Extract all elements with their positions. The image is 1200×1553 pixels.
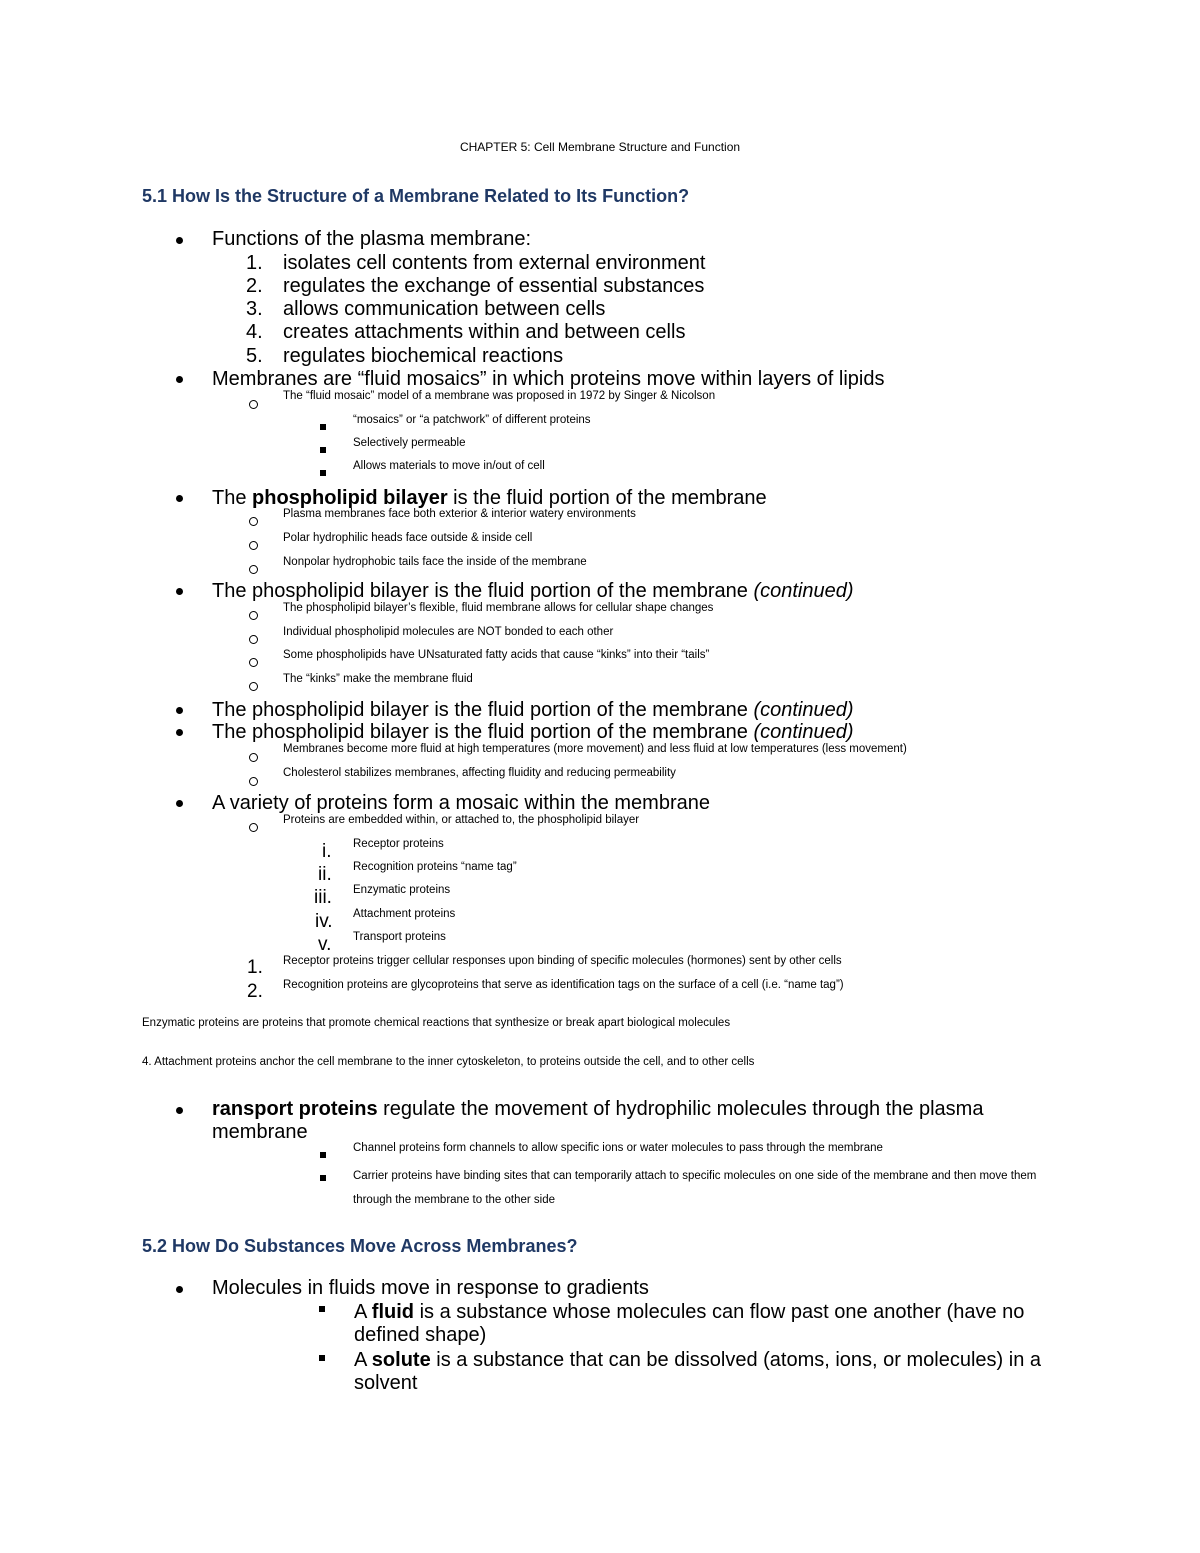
chapter-title: CHAPTER 5: Cell Membrane Structure and Function [459, 140, 741, 154]
circle-bullet-icon [249, 753, 258, 762]
roman-numeral: ii. [318, 864, 332, 885]
function-item: isolates cell contents from external environment [283, 252, 706, 274]
function-item: creates attachments within and between cells [283, 321, 686, 343]
bullet-icon [176, 495, 183, 502]
bullet-icon [176, 800, 183, 807]
bilayer-continued-heading: The phospholipid bilayer is the fluid portion of the membrane (continued) [212, 721, 854, 743]
bullet-icon [176, 237, 183, 244]
enzymatic-note: Enzymatic proteins are proteins that promote chemical reactions that synthesize or break apart biological molecules [142, 1017, 731, 1029]
section-1-heading: 5.1 How Is the Structure of a Membrane Related to Its Function? [142, 186, 690, 206]
roman-numeral: v. [318, 934, 332, 955]
detail-number: 1. [247, 957, 263, 978]
function-item: regulates the exchange of essential substances [283, 275, 705, 297]
functions-intro: Functions of the plasma membrane: [212, 228, 532, 250]
gradients-heading: Molecules in fluids move in response to gradients [212, 1277, 649, 1299]
function-num: 5. [246, 345, 263, 367]
fluid-mosaic-point: Allows materials to move in/out of cell [353, 460, 545, 472]
proteins-sub: Proteins are embedded within, or attached to, the phospholipid bilayer [283, 814, 640, 826]
section-2-heading: 5.2 How Do Substances Move Across Membranes? [142, 1236, 578, 1256]
square-bullet-icon [319, 1306, 325, 1312]
detail-number: 2. [247, 981, 263, 1002]
circle-bullet-icon [249, 565, 258, 574]
function-item: regulates biochemical reactions [283, 345, 564, 367]
circle-bullet-icon [249, 400, 258, 409]
protein-detail: Receptor proteins trigger cellular responses upon binding of specific molecules (hormones) sent by other cells [283, 955, 842, 967]
solute-definition: A solute is a substance that can be dissolved (atoms, ions, or molecules) in a solvent [354, 1349, 1042, 1394]
bilayer-point: Polar hydrophilic heads face outside & inside cell [283, 532, 533, 544]
fluid-definition: A fluid is a substance whose molecules can flow past one another (have no defined shape) [354, 1301, 1025, 1346]
circle-bullet-icon [249, 541, 258, 550]
square-bullet-icon [320, 1175, 326, 1181]
bilayer-point: Cholesterol stabilizes membranes, affecting fluidity and reducing permeability [283, 767, 676, 779]
fluid-mosaic-sub: The “fluid mosaic” model of a membrane was proposed in 1972 by Singer & Nicolson [283, 390, 716, 402]
bilayer-point: The phospholipid bilayer’s flexible, fluid membrane allows for cellular shape changes [283, 602, 714, 614]
circle-bullet-icon [249, 823, 258, 832]
protein-type: Attachment proteins [353, 908, 456, 920]
function-num: 4. [246, 321, 263, 343]
bilayer-continued-heading: The phospholipid bilayer is the fluid portion of the membrane (continued) [212, 580, 854, 602]
roman-numeral: iv. [315, 911, 333, 932]
bullet-icon [176, 376, 183, 383]
function-num: 1. [246, 252, 263, 274]
square-bullet-icon [320, 1152, 326, 1158]
protein-type: Enzymatic proteins [353, 884, 451, 896]
bilayer-point: Individual phospholipid molecules are NOT bonded to each other [283, 626, 614, 638]
transport-point: Carrier proteins have binding sites that can temporarily attach to specific molecules on one side of the membrane and then move them through the membrane to the other side [353, 1170, 1037, 1206]
circle-bullet-icon [249, 611, 258, 620]
bilayer-point: The “kinks” make the membrane fluid [283, 673, 473, 685]
bilayer-continued-heading: The phospholipid bilayer is the fluid portion of the membrane (continued) [212, 699, 854, 721]
function-num: 3. [246, 298, 263, 320]
bullet-icon [176, 707, 183, 714]
bullet-icon [176, 588, 183, 595]
roman-numeral: i. [322, 841, 332, 862]
transport-point: Channel proteins form channels to allow specific ions or water molecules to pass through the membrane [353, 1142, 883, 1154]
circle-bullet-icon [249, 658, 258, 667]
bullet-icon [176, 1107, 183, 1114]
square-bullet-icon [320, 447, 326, 453]
proteins-heading: A variety of proteins form a mosaic within the membrane [212, 792, 710, 814]
fluid-mosaic-point: “mosaics” or “a patchwork” of different proteins [353, 414, 591, 426]
fluid-mosaic-heading: Membranes are “fluid mosaics” in which proteins move within layers of lipids [212, 368, 885, 390]
bullet-icon [176, 1286, 183, 1293]
function-num: 2. [246, 275, 263, 297]
circle-bullet-icon [249, 517, 258, 526]
circle-bullet-icon [249, 682, 258, 691]
circle-bullet-icon [249, 635, 258, 644]
function-item: allows communication between cells [283, 298, 606, 320]
bilayer-point: Plasma membranes face both exterior & interior watery environments [283, 508, 636, 520]
transport-heading: ransport proteins regulate the movement of hydrophilic molecules through the plasma membrane [212, 1098, 984, 1143]
bilayer-point: Nonpolar hydrophobic tails face the inside of the membrane [283, 556, 587, 568]
attachment-note: 4. Attachment proteins anchor the cell membrane to the inner cytoskeleton, to proteins outside the cell, and to other cells [142, 1056, 755, 1068]
bullet-icon [176, 729, 183, 736]
roman-numeral: iii. [314, 887, 332, 908]
circle-bullet-icon [249, 777, 258, 786]
bilayer-heading: The phospholipid bilayer is the fluid portion of the membrane [212, 487, 767, 509]
square-bullet-icon [320, 424, 326, 430]
protein-type: Recognition proteins “name tag” [353, 861, 517, 873]
protein-type: Receptor proteins [353, 838, 444, 850]
bilayer-point: Membranes become more fluid at high temperatures (more movement) and less fluid at low temperatures (less movement) [283, 743, 907, 755]
square-bullet-icon [320, 470, 326, 476]
bilayer-point: Some phospholipids have UNsaturated fatty acids that cause “kinks” into their “tails” [283, 649, 710, 661]
protein-type: Transport proteins [353, 931, 446, 943]
protein-detail: Recognition proteins are glycoproteins that serve as identification tags on the surface of a cell (i.e. “name tag”) [283, 979, 844, 991]
fluid-mosaic-point: Selectively permeable [353, 437, 466, 449]
square-bullet-icon [319, 1355, 325, 1361]
